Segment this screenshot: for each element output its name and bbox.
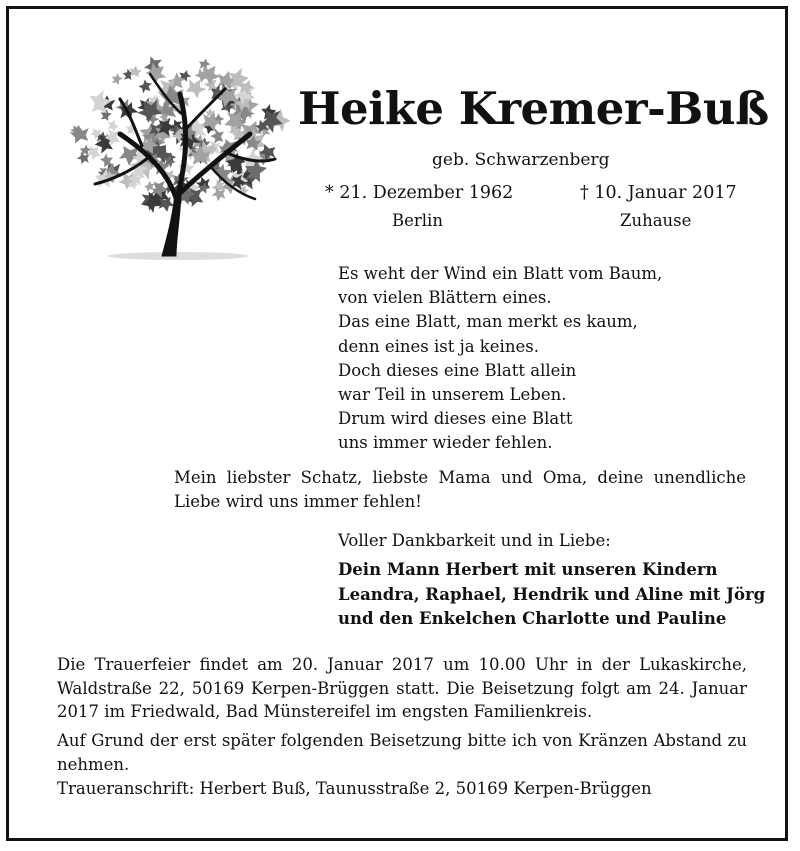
leaf [68, 123, 91, 144]
autumn-tree-icon [50, 34, 290, 262]
deceased-name: Heike Kremer-Buß [298, 82, 769, 135]
leaf [137, 78, 155, 96]
poem-line: Es weht der Wind ein Blatt vom Baum, [338, 264, 663, 283]
poem-line: uns immer wieder fehlen. [338, 433, 553, 453]
family-line: Leandra, Raphael, Hendrik und Aline mit Jörg [338, 584, 766, 604]
birth-place: Berlin [392, 211, 443, 230]
ceremony-info: Die Trauerfeier findet am 20. Januar 2017 um 10.00 Uhr in der Lukaskirche, Waldstraße 22, 50169 Kerpen-Brüggen statt. Die Beisetzung folgt am 24. Januar 2017 im Friedwald, Bad Münstereifel im engsten Familienkreis. [57, 655, 747, 722]
death-place: Zuhause [620, 211, 692, 230]
maiden-name: geb. Schwarzenberg [432, 150, 610, 170]
mourning-address: Traueranschrift: Herbert Buß, Taunusstraße 2, 50169 Kerpen-Brüggen [57, 779, 652, 798]
family-line: und den Enkelchen Charlotte und Pauline [338, 609, 727, 628]
poem-line: Doch dieses eine Blatt allein [338, 360, 577, 380]
death-date: † 10. Januar 2017 [580, 183, 737, 203]
family-line: Dein Mann Herbert mit unseren Kindern [338, 560, 718, 579]
poem [338, 262, 662, 456]
poem-line: Drum wird dieses eine Blatt [338, 409, 573, 429]
poem-line: Das eine Blatt, man merkt es kaum, [338, 312, 638, 332]
poem-line: denn eines ist ja keines. [338, 336, 539, 356]
tribute-text: Mein liebster Schatz, liebste Mama und Oma, deine unendliche Liebe wird uns immer fehlen! [174, 468, 746, 511]
leaf [109, 72, 123, 87]
flowers-note: Auf Grund der erst später folgenden Beisetzung bitte ich von Kränzen Abstand zu nehmen. [57, 731, 747, 774]
birth-date: * 21. Dezember 1962 [325, 183, 514, 203]
family-signature [338, 558, 765, 632]
poem-line: von vielen Blättern eines. [338, 288, 552, 308]
leaf [128, 65, 142, 78]
thanks-line: Voller Dankbarkeit und in Liebe: [338, 531, 611, 550]
poem-line: war Teil in unserem Leben. [338, 385, 567, 405]
